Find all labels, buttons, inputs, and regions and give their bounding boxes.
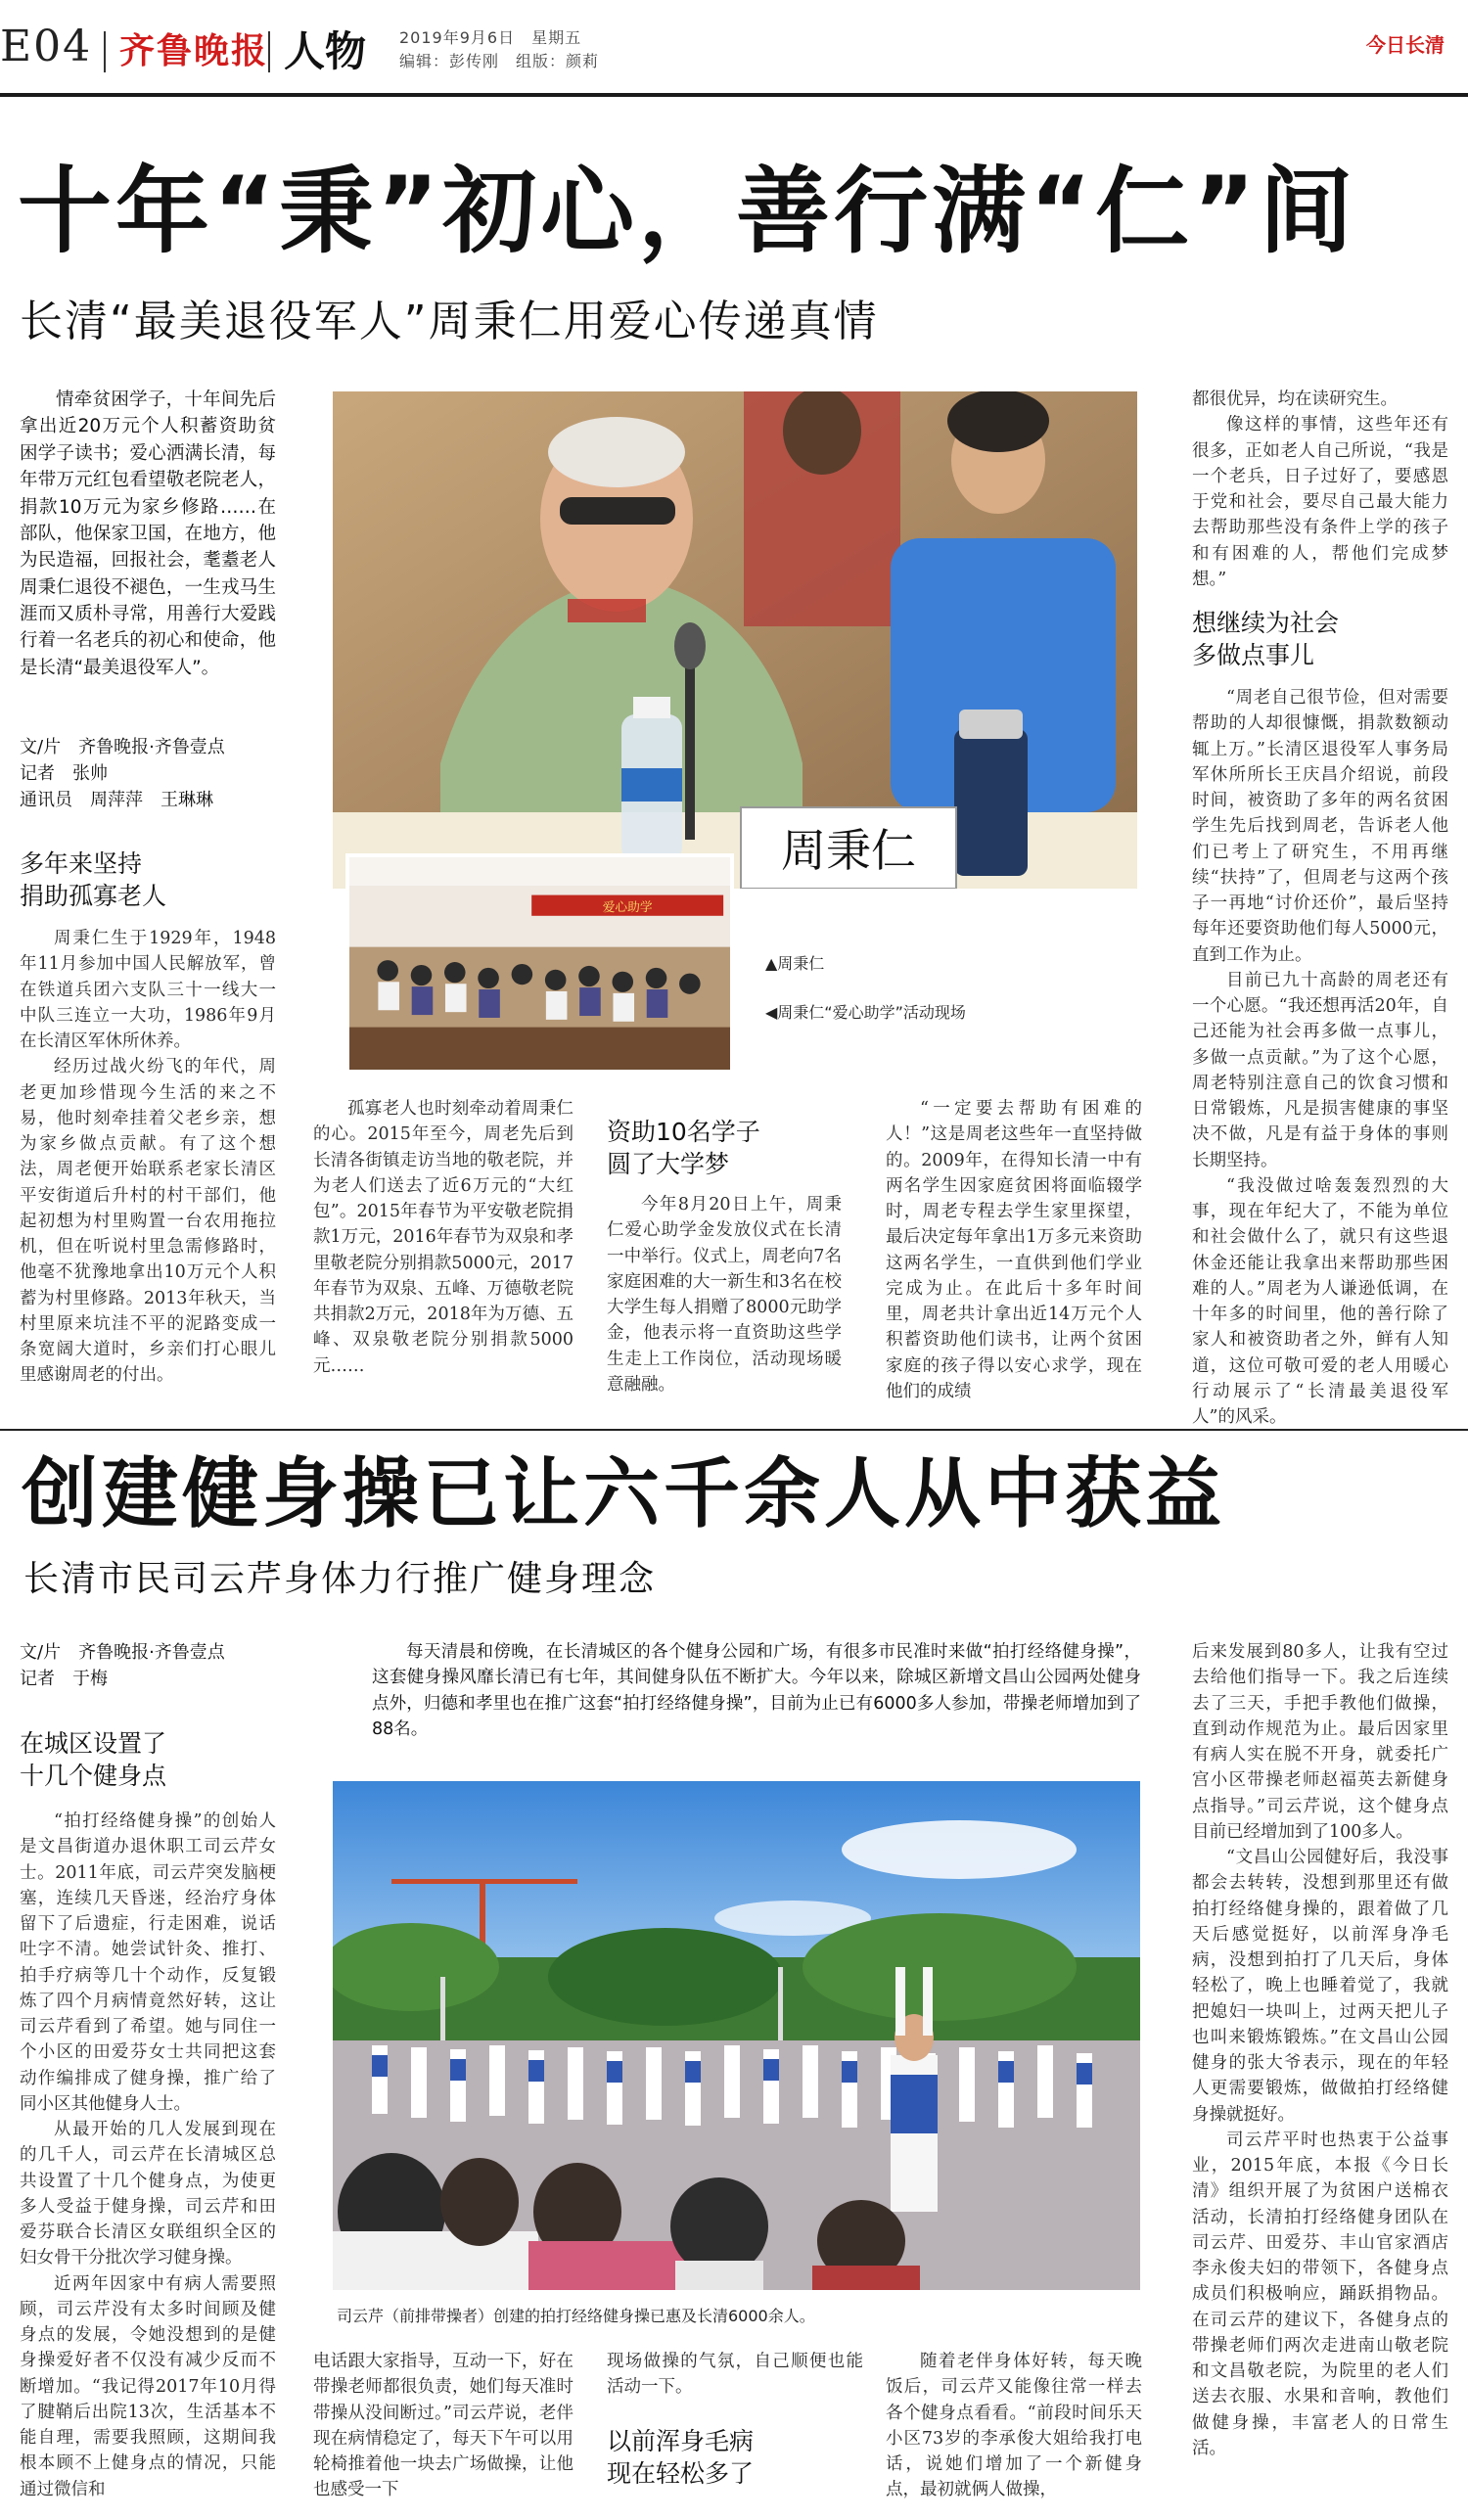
paragraph: 都很优异，均在读研究生。 bbox=[1192, 389, 1398, 409]
story2-main-photo bbox=[333, 1781, 1140, 2290]
paragraph: “一定要去帮助有困难的人！”这是周老这些年一直坚持做的。2009年，在得知长清一中有两名学生因家庭贫困将面临辍学时，周老专程去学生家里探望，最后决定每年拿出1万多元来资助这两名学生，一直供到他们学业完成为止。在此后十多年时间里，周老共计拿出近14万元个人积蓄资助他们读书，让两个贫困家庭的孩子得以安心求学，现在他们的成绩 bbox=[886, 1099, 1142, 1401]
byline-line: 通讯员 周萍萍 王琳琳 bbox=[20, 790, 213, 810]
story2-byline bbox=[20, 1639, 276, 1692]
paragraph: 像这样的事情，这些年还有很多，正如老人自己所说，“我是一个老兵，日子过好了，要感恩于党和社会，要尽自己最大能力去帮助那些没有条件上学的孩子和有困难的人，帮他们完成梦想。” bbox=[1192, 415, 1448, 589]
story1-subhead-3: 想继续为社会 多做点事儿 bbox=[1192, 609, 1340, 669]
byline-line: 文/片 齐鲁晚报·齐鲁壹点 bbox=[20, 737, 225, 757]
story2-column-2 bbox=[313, 2349, 573, 2503]
story-divider bbox=[0, 1429, 1468, 1431]
header-separator bbox=[268, 31, 270, 72]
story1-column-4 bbox=[886, 1096, 1142, 1404]
story1-subhead-2: 资助10名学子 圆了大学梦 bbox=[607, 1118, 760, 1178]
banner-text: 爱心助学 bbox=[602, 899, 653, 914]
story1-column-1 bbox=[20, 926, 276, 1389]
paragraph: 孤寡老人也时刻牵动着周秉仁的心。2015年至今，周老先后到长清各街镇走访当地的敬老院，并为老人们送去了近6万元的“大红包”。2015年春节为平安敬老院捐款1万元，2016年春节为双泉和孝里敬老院分别捐款5000元，2017年春节为双泉、五峰、万德敬老院共捐款2万元，2018年为万德、五峰、双泉敬老院分别捐款5000元…… bbox=[313, 1099, 573, 1376]
story2-caption: 司云芹（前排带操者）创建的拍打经络健身操已惠及长清6000余人。 bbox=[337, 2307, 815, 2325]
story1-column-5-top bbox=[1192, 387, 1448, 592]
story2-subhead-1: 在城区设置了 十几个健身点 bbox=[20, 1729, 167, 1790]
story1-main-photo bbox=[333, 391, 1137, 889]
edition-label: 今日长清 bbox=[1366, 33, 1445, 57]
story1-column-2 bbox=[313, 1096, 573, 1379]
paragraph: 电话跟大家指导，互动一下，好在带操老师都很负责，她们每天准时带操从没间断过。”司云芹说，老伴现在病情稳定了，每天下午可以用轮椅推着他一块去广场做操，让他也感受一下 bbox=[313, 2352, 573, 2500]
paragraph: “拍打经络健身操”的创始人是文昌街道办退休职工司云芹女士。2011年底，司云芹突发脑梗塞，连续几天昏迷，经治疗身体留下了后遗症，行走困难，说话吐字不清。她尝试针灸、推打、拍手疗病等几十个动作，反复锻炼了四个月病情竟然好转，这让司云芹看到了希望。她与同住一个小区的田爱芬女士共同把这套动作编排成了健身操，推广给了同小区其他健身人士。 bbox=[20, 1811, 276, 2114]
header-separator bbox=[104, 31, 106, 72]
story1-column-3 bbox=[607, 1192, 842, 1397]
newspaper-logo: 齐鲁晚报 bbox=[119, 30, 269, 71]
paragraph: “周老自己很节俭，但对需要帮助的人却很慷慨，捐款数额动辄上万。”长清区退役军人事务局军休所所长王庆昌介绍说，前段时间，被资助了多年的两名贫困学生先后找到周老，告诉老人他们已考上了研究生，不用再继续“扶持”了，但周老与这两个孩子一再地“讨价还价”，最后坚持每年还要资助他们每人5000元，直到工作为止。 bbox=[1192, 688, 1448, 965]
story2-subhead-2: 以前浑身毛病 现在轻松多了 bbox=[607, 2427, 755, 2488]
paragraph: 经历过战火纷飞的年代，周老更加珍惜现今生活的来之不易，他时刻牵挂着父老乡亲，想为家乡做点贡献。有了这个想法，周老便开始联系老家长清区平安街道后升村的村干部们，他起初想为村里购置一台农用拖拉机，但在听说村里急需修路时，他毫不犹豫地拿出10万元个人积蓄为村里修路。2013年秋天，当村里原来坑洼不平的泥路变成一条宽阔大道时，乡亲们打心眼儿里感谢周老的付出。 bbox=[20, 1057, 276, 1386]
paragraph: 今年8月20日上午，周秉仁爱心助学金发放仪式在长清一中举行。仪式上，周老向7名家庭困难的大一新生和3名在校大学生每人捐赠了8000元助学金，他表示将一直资助这些学生走上工作岗位，活动现场暖意融融。 bbox=[607, 1195, 842, 1395]
paragraph: “文昌山公园健好后，我没事都会去转转，没想到那里还有做拍打经络健身操的，跟着做了几天后感觉挺好，以前浑身净毛病，没想到拍打了几天后，身体轻松了，晚上也睡着觉了，我就把媳妇一块叫上，过两天把儿子也叫来锻炼锻炼。”在文昌山公园健身的张大爷表示，现在的年轻人更需要锻炼，做做拍打经络健身操就挺好。 bbox=[1192, 1848, 1448, 2125]
paragraph: 目前已九十高龄的周老还有一个心愿。“我还想再活20年，自己还能为社会再多做一点事儿，多做一点贡献。”为了这个心愿，周老特别注意自己的饮食习惯和日常锻炼，凡是损害健康的事坚决不做，凡是有益于身体的事则长期坚持。 bbox=[1192, 970, 1448, 1170]
story1-subheadline: 长清“最美退役军人”周秉仁用爱心传递真情 bbox=[20, 297, 879, 346]
story2-subheadline: 长清市民司云芹身体力行推广健身理念 bbox=[23, 1559, 657, 1599]
paragraph: 近两年因家中有病人需要照顾，司云芹没有太多时间顾及健身点的发展，令她没想到的是健身操爱好者不仅没有减少反而不断增加。“我记得2017年10月得了腱鞘后出院13次，生活基本不能自理，需要我照顾，这期间我根本顾不上健身点的情况，只能通过微信和 bbox=[20, 2273, 276, 2499]
story2-column-5 bbox=[1192, 1639, 1448, 2461]
paragraph: 司云芹平时也热衷于公益事业，2015年底，本报《今日长清》组织开展了为贫困户送棉衣活动，长清拍打经络健身团队在司云芹、田爱芬、丰山官家酒店李永俊夫妇的带领下，各健身点成员们积极响应，踊跃捐物品。在司云芹的建议下，各健身点的带操老师们两次走进南山敬老院和文昌敬老院，为院里的老人们送去衣服、水果和音响，教他们做健身操，丰富老人的日常生活。 bbox=[1192, 2130, 1448, 2458]
section-title: 人物 bbox=[284, 27, 367, 75]
header-rule bbox=[0, 93, 1468, 97]
byline-line: 记者 于梅 bbox=[20, 1669, 108, 1689]
story1-inset-photo bbox=[345, 853, 734, 1074]
story1-byline bbox=[20, 734, 276, 813]
date-line: 2019年9月6日 星期五 bbox=[399, 28, 582, 47]
caption-inset-photo: ◀周秉仁“爱心助学”活动现场 bbox=[765, 1003, 966, 1022]
editor-line: 编辑：彭传刚 组版：颜莉 bbox=[399, 52, 600, 70]
story1-subhead-1: 多年来坚持 捐助孤寡老人 bbox=[20, 849, 167, 910]
caption-main-photo: ▲周秉仁 bbox=[765, 954, 825, 973]
nameplate-text: 周秉仁 bbox=[781, 824, 916, 877]
paragraph: 随着老伴身体好转，每天晚饭后，司云芹又能像往常一样去各个健身点看看。“前段时间乐天小区73岁的李承俊大姐给我打电话，说她们增加了一个新健身点，最初就俩人做操， bbox=[886, 2352, 1142, 2500]
story2-headline: 创建健身操已让六千余人从中获益 bbox=[22, 1450, 1226, 1538]
story2-column-1 bbox=[20, 1809, 276, 2502]
story1-column-5-bottom bbox=[1192, 685, 1448, 1430]
story2-lead: 每天清晨和傍晚，在长清城区的各个健身公园和广场，有很多市民准时来做“拍打经络健身操”，这套健身操风靡长清已有七年，其间健身队伍不断扩大。今年以来，除城区新增文昌山公园两处健身点外，归德和孝里也在推广这套“拍打经络健身操”，目前为止已有6000多人参加，带操老师增加到了88名。 bbox=[372, 1642, 1141, 1739]
story2-column-3 bbox=[607, 2349, 863, 2401]
paragraph: 现场做操的气氛，自己顺便也能活动一下。 bbox=[607, 2352, 863, 2398]
paragraph: “我没做过啥轰轰烈烈的大事，现在年纪大了，不能为单位和社会做什么了，就只有这些退休金还能让我拿出来帮助那些困难的人。”周老为人谦逊低调，在十年多的时间里，他的善行除了家人和被资助者之外，鲜有人知道，这位可敬可爱的老人用暖心行动展示了“长清最美退役军人”的风采。 bbox=[1192, 1175, 1448, 1427]
paragraph: 周秉仁生于1929年，1948年11月参加中国人民解放军，曾在铁道兵团六支队三十一线大一中队三连立一大功，1986年9月在长清区军休所休养。 bbox=[20, 929, 276, 1051]
byline-line: 记者 张帅 bbox=[20, 763, 108, 784]
paragraph: 从最开始的几人发展到现在的几千人，司云芹在长清城区总共设置了十几个健身点，为使更多人受益于健身操，司云芹和田爱芬联合长清区女联组织全区的妇女骨干分批次学习健身操。 bbox=[20, 2120, 276, 2268]
story1-headline: 十年“秉”初心，善行满“仁”间 bbox=[18, 157, 1357, 266]
story1-lead: 情牵贫困学子，十年间先后拿出近20万元个人积蓄资助贫困学子读书；爱心洒满长清，每年带万元红包看望敬老院老人，捐款10万元为家乡修路……在部队，他保家卫国，在地方，他为民造福，回报社会，耄耋老人周秉仁退役不褪色，一生戎马生涯而又质朴寻常，用善行大爱践行着一名老兵的初心和使命，他是长清“最美退役军人”。 bbox=[20, 389, 276, 678]
story2-column-4 bbox=[886, 2349, 1142, 2503]
byline-line: 文/片 齐鲁晚报·齐鲁壹点 bbox=[20, 1642, 225, 1663]
page-number: E04 bbox=[0, 22, 93, 71]
paragraph: 后来发展到80多人，让我有空过去给他们指导一下。我之后连续去了三天，手把手教他们做操，直到动作规范为止。最后因家里有病人实在脱不开身，就委托广宫小区带操老师赵福英去新健身点指导。”司云芹说，这个健身点目前已经增加到了100多人。 bbox=[1192, 1642, 1448, 1842]
